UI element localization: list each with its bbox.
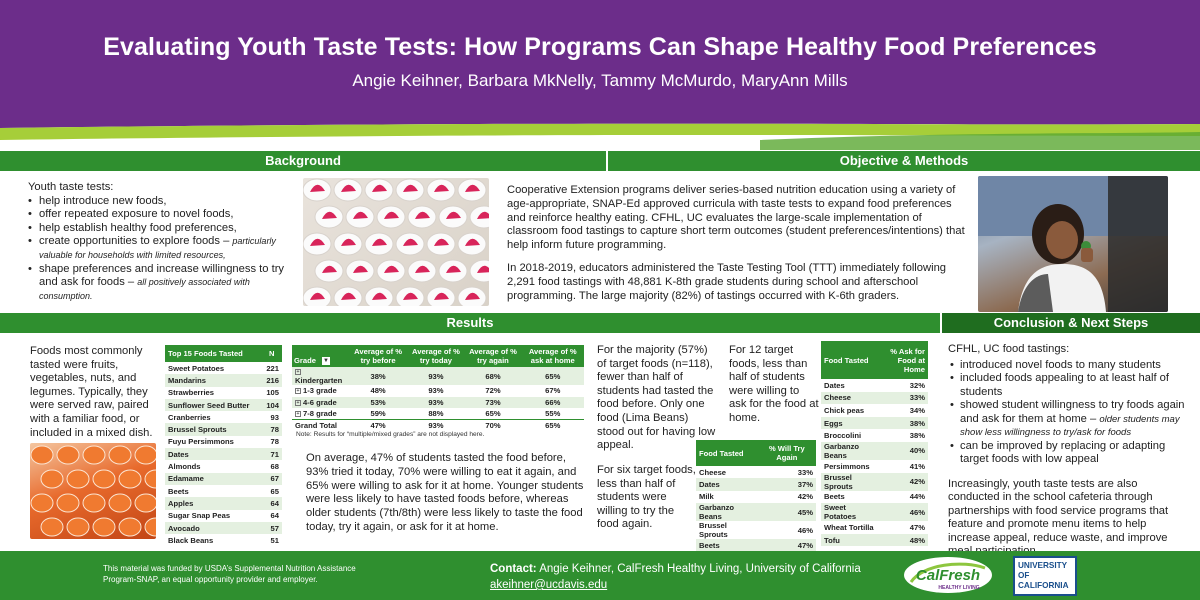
table-row [821, 417, 928, 430]
grade-table-note: Note: Results for “multiple/mixed grades” are not displayed here. [296, 431, 485, 438]
grand-total-value: 47% [349, 420, 408, 432]
table-row [696, 478, 816, 490]
grade-header-try-before: Average of % try before [349, 345, 408, 367]
food-count-cell: 64 [270, 511, 279, 521]
table-row [821, 442, 928, 460]
background-item: • help establish healthy food preferences, [28, 222, 290, 236]
food-count-cell: 71 [261, 448, 282, 460]
table-row [696, 539, 816, 551]
table-row [165, 473, 282, 485]
table-row [165, 510, 282, 522]
table-row [821, 460, 928, 473]
food-name-cell: Brussel Sprouts [699, 521, 728, 540]
percent-cell: 34% [909, 405, 925, 415]
grand-total-value: 70% [465, 420, 522, 432]
food-name-cell: Dates [824, 380, 845, 390]
table-row [292, 408, 584, 420]
food-name-cell: Wheat Tortilla [824, 522, 874, 532]
food-count-cell: 51 [270, 535, 279, 545]
food-name-cell: Sugar Snap Peas [168, 511, 231, 521]
grade-value-cell: 93% [407, 367, 464, 385]
background-item: • shape preferences and increase willingness to try and ask for foods – all positively associated with consumption. [28, 263, 290, 304]
food-name-cell: Sweet Potatoes [168, 363, 225, 373]
expand-icon[interactable]: + [296, 399, 300, 406]
percent-cell: 37% [758, 478, 816, 490]
grade-value-cell: 73% [465, 397, 522, 409]
table-row [821, 392, 928, 405]
table-row [165, 362, 282, 374]
background-intro: Youth taste tests: [28, 181, 114, 193]
table-row [165, 374, 282, 386]
section-bar-conclusion: Conclusion & Next Steps [942, 313, 1200, 333]
food-name-cell: Garbanzo Beans [821, 442, 878, 460]
grade-value-cell: 72% [485, 386, 501, 396]
grade-header-grade[interactable]: Grade ▼ [292, 345, 349, 367]
student-tasting-photo [978, 176, 1168, 312]
table-row [165, 460, 282, 472]
table-row [821, 429, 928, 442]
food-count-cell: 67 [261, 473, 282, 485]
calfresh-logo-text: CalFresh [915, 567, 981, 584]
food-name-cell: Fuyu Persimmons [168, 437, 234, 447]
food-name-cell: Apples [165, 497, 261, 509]
table-row [821, 404, 928, 417]
contact-email-link[interactable]: akeihner@ucdavis.edu [490, 579, 608, 591]
grade-header-try-today: Average of % try today [407, 345, 464, 367]
percent-cell: 40% [878, 442, 928, 460]
grade-name-cell[interactable]: + 1-3 grade [296, 386, 337, 396]
grade-value-cell: 88% [428, 409, 444, 418]
percent-cell: 42% [878, 473, 928, 491]
food-count-cell: 65 [270, 486, 279, 496]
grade-value-cell: 48% [370, 386, 386, 396]
background-text [28, 181, 290, 303]
funding-statement: This material was funded by USDA’s Supplemental Nutrition Assistance Program-SNAP, an equal opportunity provider and employer. [103, 564, 356, 584]
section-bar-results: Results [0, 313, 940, 333]
results-tasted-before-text: For the majority (57%) of target foods (n=118), fewer than half of students had tasted the food before. Only one food (Lima Beans) stood out for having low appeal. [597, 344, 716, 452]
food-name-cell: Brussel Sprouts [821, 473, 878, 491]
grade-value-cell: 38% [349, 367, 408, 385]
percent-cell: 32% [909, 380, 925, 390]
table-row [165, 436, 282, 448]
table-row [292, 385, 584, 397]
background-item: • offer repeated exposure to novel foods, [28, 208, 290, 222]
grade-value-cell: 66% [522, 397, 585, 409]
percent-cell: 45% [758, 503, 816, 521]
table-row [821, 491, 928, 504]
conclusion-list [948, 359, 1188, 467]
table-row [696, 521, 816, 539]
table-row [165, 423, 282, 435]
table-row [165, 485, 282, 497]
will-try-header-pct: % Will Try Again [758, 440, 816, 466]
grade-value-cell: 68% [465, 367, 522, 385]
grand-total-value: 93% [407, 420, 464, 432]
objective-paragraph-1: Cooperative Extension programs deliver series-based nutrition education using a variety of age-appropriate, SNAP-Ed approved curricula with taste tests to expand food preferences and reinforce healthy eating. CFHL, UC evaluates the large-scale implementation of classroom food tastings to capture short term outcomes (student preferences/intentions) that help inform future programming. [507, 184, 965, 252]
background-item: • help introduce new foods, [28, 195, 290, 209]
background-list [28, 195, 290, 304]
sweet-potato-cups-photo [30, 443, 156, 539]
will-try-header-food: Food Tasted [696, 440, 758, 466]
table-row [696, 491, 816, 503]
section-bar-objective: Objective & Methods [608, 151, 1200, 171]
calfresh-logo [903, 556, 993, 594]
table-row [821, 473, 928, 491]
food-name-cell: Chick peas [824, 405, 865, 415]
food-name-cell: Sweet Potatoes [821, 503, 878, 521]
food-name-cell: Avocado [165, 522, 261, 534]
table-row [292, 367, 584, 385]
percent-cell: 44% [909, 492, 925, 502]
food-count-cell: 216 [261, 374, 282, 386]
food-name-cell: Strawberries [168, 388, 215, 398]
grade-value-cell: 65% [522, 367, 585, 385]
grade-name-cell[interactable]: + 4-6 grade [292, 397, 349, 409]
food-name-cell: Tofu [821, 534, 878, 547]
conclusion-more: Increasingly, youth taste tests are also conducted in the school cafeteria through partnerships with food service programs that feature and promote menu items to help increase appeal, reduce waste, and improve [948, 477, 1169, 544]
table-row [165, 411, 282, 423]
food-count-cell: 78 [261, 423, 282, 435]
food-name-cell: Sunflower Seed Butter [165, 399, 261, 411]
conclusion-item: • included foods appealing to at least half of students [948, 372, 1188, 399]
food-name-cell: Cheese [699, 467, 727, 477]
percent-cell: 33% [878, 392, 928, 405]
food-name-cell: Cheese [821, 392, 878, 405]
percent-cell: 47% [758, 539, 816, 551]
table-row [165, 497, 282, 509]
grade-name-cell[interactable]: +Kindergarten [292, 367, 349, 385]
results-common-foods-text: Foods most commonly tasted were fruits, vegetables, nuts, and legumes. Typically, they were served raw, paired with a familiar food, or included in a mixed dish. [30, 345, 153, 439]
conclusion-item: • introduced novel foods to many students [948, 359, 1188, 373]
header-swoosh [0, 80, 1200, 150]
food-count-cell: 221 [266, 363, 279, 373]
contact-name: Angie Keihner, CalFresh Healthy Living, University of California [539, 563, 861, 575]
conclusion-text [948, 343, 1188, 559]
food-name-cell: Edamame [165, 473, 261, 485]
uc-logo-line-3: CALIFORNIA [1018, 581, 1069, 590]
percent-cell: 47% [909, 522, 925, 532]
food-count-cell: 78 [270, 437, 279, 447]
food-name-cell: Beets [696, 539, 758, 551]
food-name-cell: Mandarins [165, 374, 261, 386]
table-row [292, 397, 584, 409]
grade-value-cell: 55% [545, 409, 561, 418]
percent-cell: 42% [797, 492, 813, 502]
grade-value-cell: 53% [349, 397, 408, 409]
grade-results-table [292, 345, 584, 431]
food-name-cell: Milk [699, 492, 714, 502]
table-row [821, 379, 928, 392]
calfresh-logo-subtext: HEALTHY LIVING [938, 585, 980, 591]
food-count-cell: 105 [266, 388, 279, 398]
percent-cell: 46% [878, 503, 928, 521]
food-name-cell: Eggs [821, 417, 878, 430]
percent-cell: 38% [878, 417, 928, 430]
uc-logo-line-1: UNIVERSITY [1018, 561, 1068, 570]
uc-logo [1013, 556, 1077, 596]
grand-total-row [292, 420, 584, 432]
grade-name-cell[interactable]: + 7-8 grade [296, 409, 337, 418]
will-try-again-table [696, 440, 816, 552]
top-15-foods-table [165, 345, 282, 546]
table-row [696, 466, 816, 478]
poster-title: Evaluating Youth Taste Tests: How Programs Can Shape Healthy Food Preferences [103, 33, 1097, 61]
food-count-cell: 93 [270, 412, 279, 422]
food-name-cell: Persimmons [824, 461, 870, 471]
table-row [165, 399, 282, 411]
grand-total-value: 65% [522, 420, 585, 432]
uc-logo-line-2: OF [1018, 571, 1030, 580]
conclusion-item: • showed student willingness to try foods again and ask for them at home – older students may show less willingness to try/ask for foods [948, 399, 1188, 440]
expand-icon[interactable]: + [296, 369, 300, 375]
results-try-again-text: For six target foods, less than half of students were willing to try the food again. [597, 464, 696, 531]
results-average-text [306, 452, 584, 535]
ask-at-home-table [821, 341, 928, 546]
filter-dropdown-icon[interactable]: ▼ [322, 358, 329, 364]
food-name-cell: Cranberries [168, 412, 211, 422]
food-count-cell: 64 [261, 497, 282, 509]
percent-cell: 41% [909, 461, 925, 471]
objective-text [507, 184, 967, 312]
percent-cell: 48% [878, 534, 928, 547]
food-name-cell: Almonds [168, 462, 201, 472]
grade-header-ask-home: Average of % ask at home [522, 345, 585, 367]
food-name-cell: Beets [168, 486, 189, 496]
grade-value-cell: 59% [370, 409, 386, 418]
expand-icon[interactable]: + [296, 388, 300, 395]
expand-icon[interactable]: + [296, 411, 300, 417]
grade-value-cell: 93% [407, 397, 464, 409]
food-name-cell: Beets [824, 492, 845, 502]
table-row [821, 503, 928, 521]
food-count-cell: 57 [261, 522, 282, 534]
table-row [821, 534, 928, 547]
food-count-cell: 68 [270, 462, 279, 472]
top-15-header-food: Top 15 Foods Tasted [165, 345, 261, 362]
table-row [165, 387, 282, 399]
percent-cell: 33% [797, 467, 813, 477]
objective-paragraph-2: In 2018-2019, educators administered the Taste Testing Tool (TTT) immediately following 2,291 food tastings with 48,881 K-8th grade students during school and afterschool programming. The large majority (82%) of tastings occurred with K-6th graders. [507, 261, 947, 302]
ask-home-header-pct: % Ask for Food at Home [878, 341, 928, 379]
table-row [165, 534, 282, 546]
food-name-cell: Broccolini [824, 431, 862, 441]
food-name-cell: Brussel Sprouts [165, 423, 261, 435]
grade-value-cell: 93% [428, 386, 444, 396]
top-15-header-n: N [261, 345, 282, 362]
percent-cell: 46% [797, 525, 813, 535]
food-name-cell: Dates [696, 478, 758, 490]
conclusion-intro: CFHL, UC food tastings: [948, 343, 1070, 355]
food-count-cell: 104 [261, 399, 282, 411]
ask-home-header-food: Food Tasted [821, 341, 878, 379]
radish-cups-photo [303, 178, 489, 306]
background-item: • create opportunities to explore foods – particularly valuable for households with limited resources, [28, 235, 290, 262]
grade-value-cell: 65% [485, 409, 501, 418]
conclusion-item: • can be improved by replacing or adapting target foods with low appeal [948, 440, 1188, 467]
contact-label: Contact: [490, 563, 537, 575]
table-row [696, 503, 816, 521]
grand-total-label: Grand Total [292, 420, 349, 432]
contact-info [490, 561, 861, 593]
results-average-span: On average, 47% of students tasted the food before, 93% tried it today, 70% were willing to eat it again, and 65% were willing to ask for it at home. Younger students were less likely to have tasted foods before, whereas older students (7th/8th) were less likely to taste the food today, try it again, or ask for it at home. [306, 452, 584, 533]
table-row [165, 522, 282, 534]
table-row [821, 521, 928, 534]
table-row [165, 448, 282, 460]
grade-header-try-again: Average of % try again [465, 345, 522, 367]
food-name-cell: Dates [165, 448, 261, 460]
poster-authors: Angie Keihner, Barbara MkNelly, Tammy McMurdo, MaryAnn Mills [352, 71, 848, 90]
section-bar-background: Background [0, 151, 606, 171]
results-ask-home-text: For 12 target foods, less than half of students were willing to ask for the food at home. [729, 344, 819, 424]
grade-value-cell: 67% [545, 386, 561, 396]
food-name-cell: Garbanzo Beans [696, 503, 758, 521]
percent-cell: 38% [909, 431, 925, 441]
food-name-cell: Black Beans [168, 535, 214, 545]
